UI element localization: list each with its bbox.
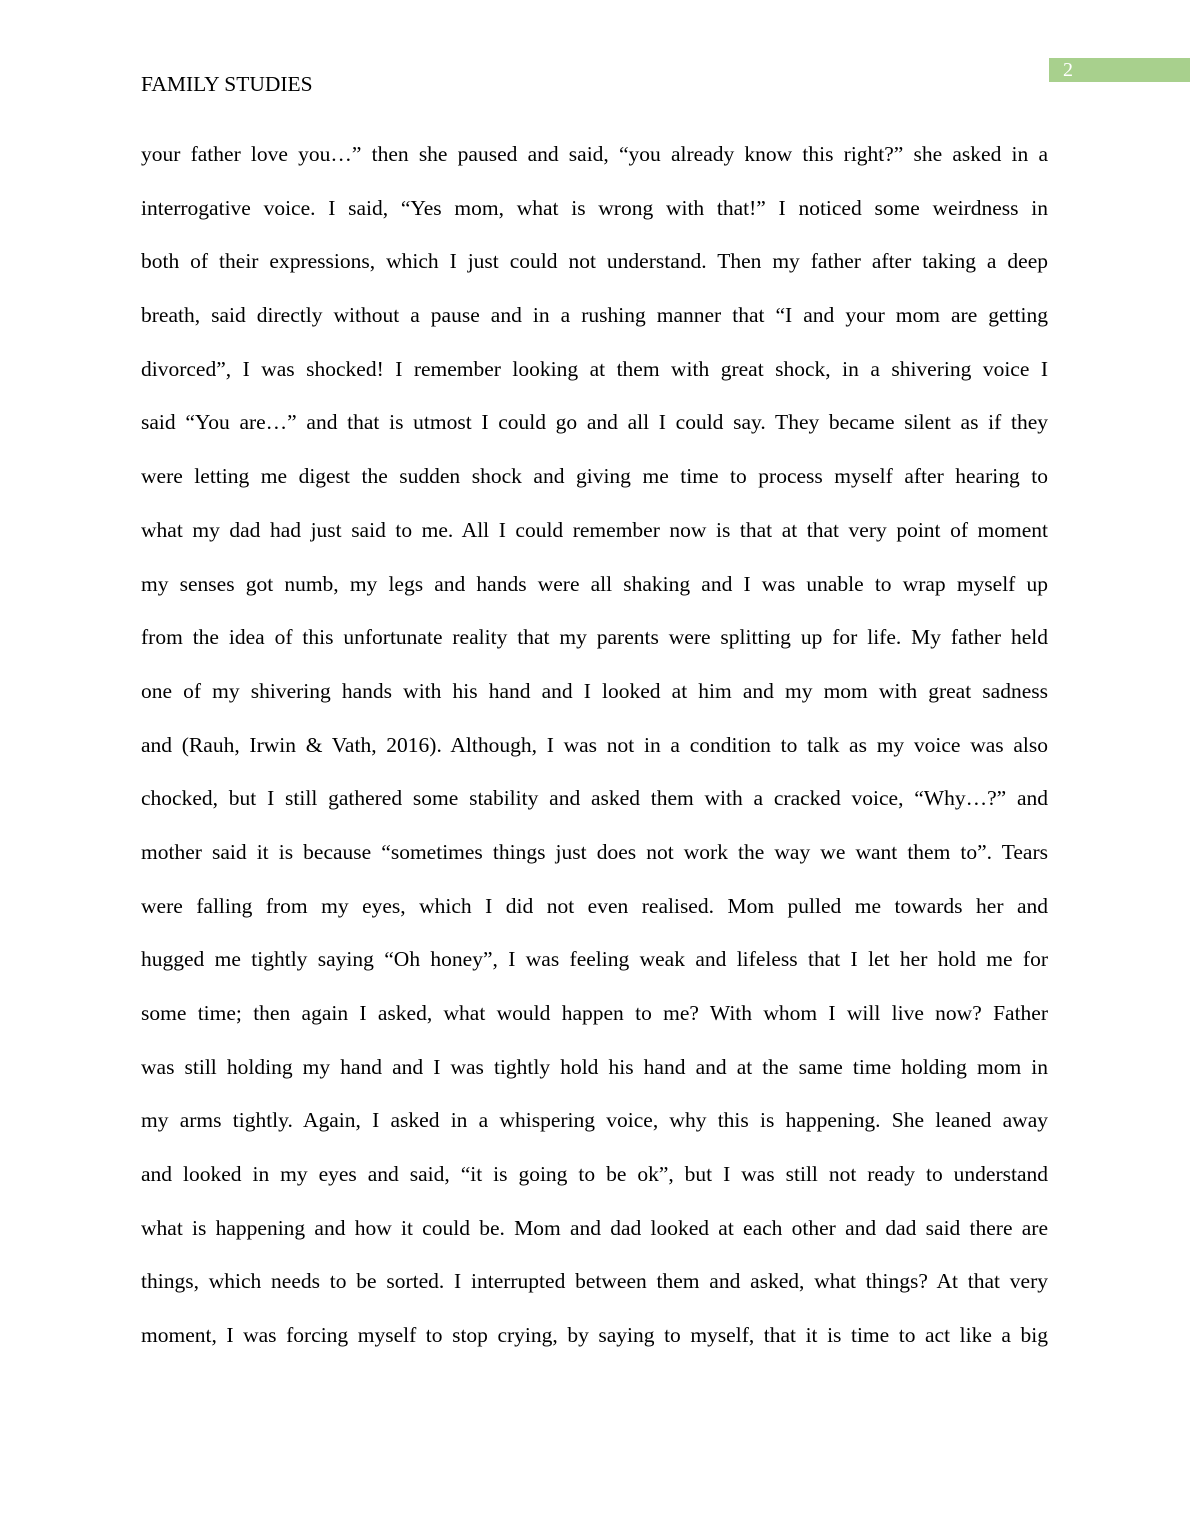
text-line: hugged me tightly saying “Oh honey”, I was feeling weak and lifeless that I let her hold me for: [141, 947, 1048, 972]
page-number: 2: [1063, 59, 1073, 81]
text-line: what my dad had just said to me. All I could remember now is that at that very point of moment: [141, 517, 1048, 542]
body-text: [141, 135, 1048, 1370]
text-line: breath, said directly without a pause and in a rushing manner that “I and your mom are getting: [141, 303, 1048, 328]
text-line: my senses got numb, my legs and hands were all shaking and I was unable to wrap myself up: [141, 571, 1048, 596]
text-line: said “You are…” and that is utmost I could go and all I could say. They became silent as if they: [141, 410, 1048, 435]
text-line: chocked, but I still gathered some stability and asked them with a cracked voice, “Why…?” and: [141, 786, 1048, 811]
text-line: mother said it is because “sometimes things just does not work the way we want them to”. Tears: [141, 839, 1048, 864]
text-line: and looked in my eyes and said, “it is going to be ok”, but I was still not ready to understand: [141, 1162, 1048, 1187]
text-line: and (Rauh, Irwin & Vath, 2016). Although, I was not in a condition to talk as my voice was also: [141, 732, 1048, 757]
text-line: moment, I was forcing myself to stop crying, by saying to myself, that it is time to act like a big: [141, 1323, 1048, 1348]
text-line: my arms tightly. Again, I asked in a whispering voice, why this is happening. She leaned away: [141, 1108, 1048, 1133]
text-line: your father love you…” then she paused and said, “you already know this right?” she asked in a: [141, 142, 1048, 166]
text-line: interrogative voice. I said, “Yes mom, what is wrong with that!” I noticed some weirdness in: [141, 195, 1048, 220]
page-number-bar: [1049, 58, 1190, 82]
text-line: both of their expressions, which I just could not understand. Then my father after taking a deep: [141, 249, 1048, 274]
running-head: FAMILY STUDIES: [141, 72, 313, 96]
text-line: one of my shivering hands with his hand and I looked at him and my mom with great sadness: [141, 678, 1048, 703]
text-line: divorced”, I was shocked! I remember looking at them with great shock, in a shivering voice I: [141, 356, 1048, 381]
text-line: some time; then again I asked, what would happen to me? With whom I will live now? Father: [141, 1001, 1048, 1025]
text-line: were falling from my eyes, which I did not even realised. Mom pulled me towards her and: [141, 893, 1048, 918]
text-line: were letting me digest the sudden shock and giving me time to process myself after hearing to: [141, 464, 1048, 489]
text-line: things, which needs to be sorted. I interrupted between them and asked, what things? At that very: [141, 1269, 1048, 1294]
text-line: was still holding my hand and I was tightly hold his hand and at the same time holding mom in: [141, 1054, 1048, 1079]
text-line: from the idea of this unfortunate reality that my parents were splitting up for life. My father held: [141, 625, 1048, 650]
text-line: what is happening and how it could be. Mom and dad looked at each other and dad said there are: [141, 1215, 1048, 1240]
